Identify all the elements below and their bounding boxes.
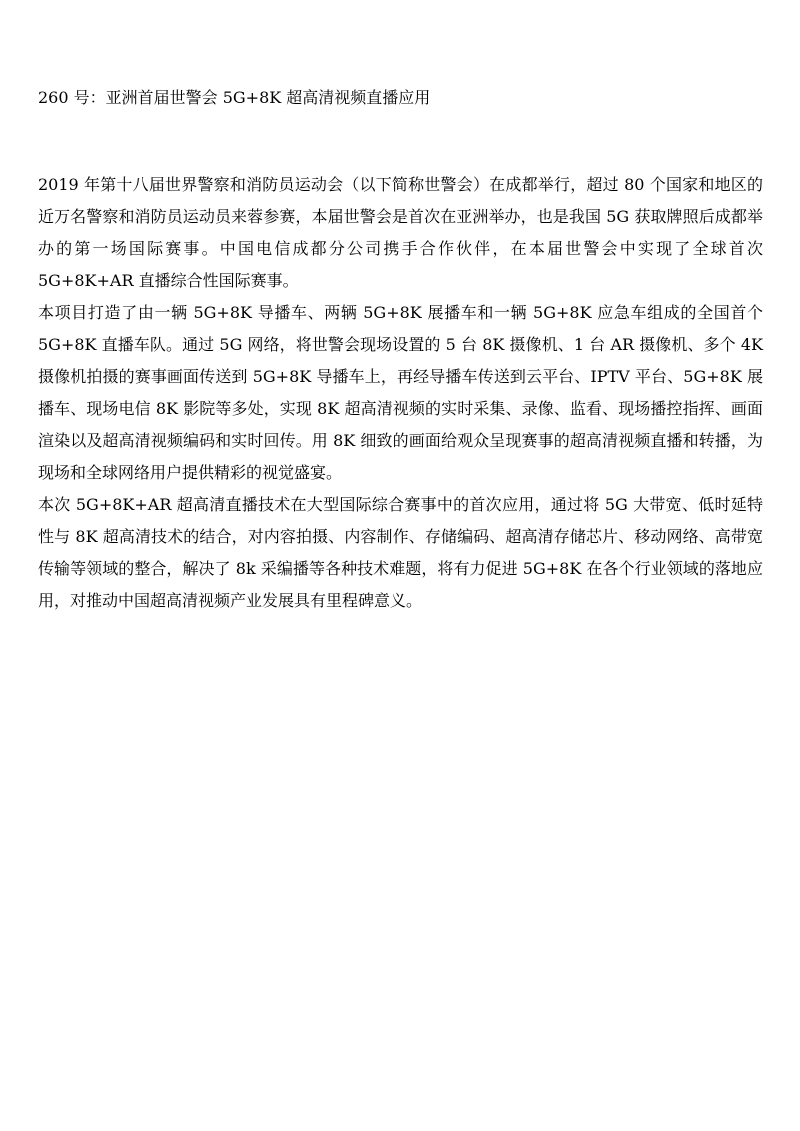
document-body <box>38 169 763 617</box>
document-title: 260 号：亚洲首届世警会 5G+8K 超高清视频直播应用 <box>38 88 431 107</box>
paragraph-significance: 本次 5G+8K+AR 超高清直播技术在大型国际综合赛事中的首次应用，通过将 5G 大带宽、低时延特性与 8K 超高清技术的结合，对内容拍摄、内容制作、存储编码、超高清存储芯片、移动网络、高带宽传输等领域的整合，解决了 8k 采编播等各种技术难题，将有力促进 5G+8K 在各个行业领域的落地应用，对推动中国超高清视频产业发展具有里程碑意义。 <box>38 495 763 610</box>
paragraph-event-overview: 2019 年第十八届世界警察和消防员运动会（以下简称世警会）在成都举行，超过 80 个国家和地区的近万名警察和消防员运动员来蓉参赛，本届世警会是首次在亚洲举办，也是我国 5G 获取牌照后成都举办的第一场国际赛事。中国电信成都分公司携手合作伙伴，在本届世警会中实现了全球首次 5G+8K+AR 直播综合性国际赛事。 <box>38 175 763 290</box>
paragraph-broadcast-fleet: 本项目打造了由一辆 5G+8K 导播车、两辆 5G+8K 展播车和一辆 5G+8K 应急车组成的全国首个 5G+8K 直播车队。通过 5G 网络，将世警会现场设置的 5 台 8K 摄像机、1 台 AR 摄像机、多个 4K 摄像机拍摄的赛事画面传送到 5G+8K 导播车上，再经导播车传送到云平台、IPTV 平台、5G+8K 展播车、现场电信 8K 影院等多处，实现 8K 超高清视频的实时采集、录像、监看、现场播控指挥、画面渲染以及超高清视频编码和实时回传。用 8K 细致的画面给观众呈现赛事的超高清视频直播和转播，为现场和全球网络用户提供精彩的视觉盛宴。 <box>38 303 763 482</box>
